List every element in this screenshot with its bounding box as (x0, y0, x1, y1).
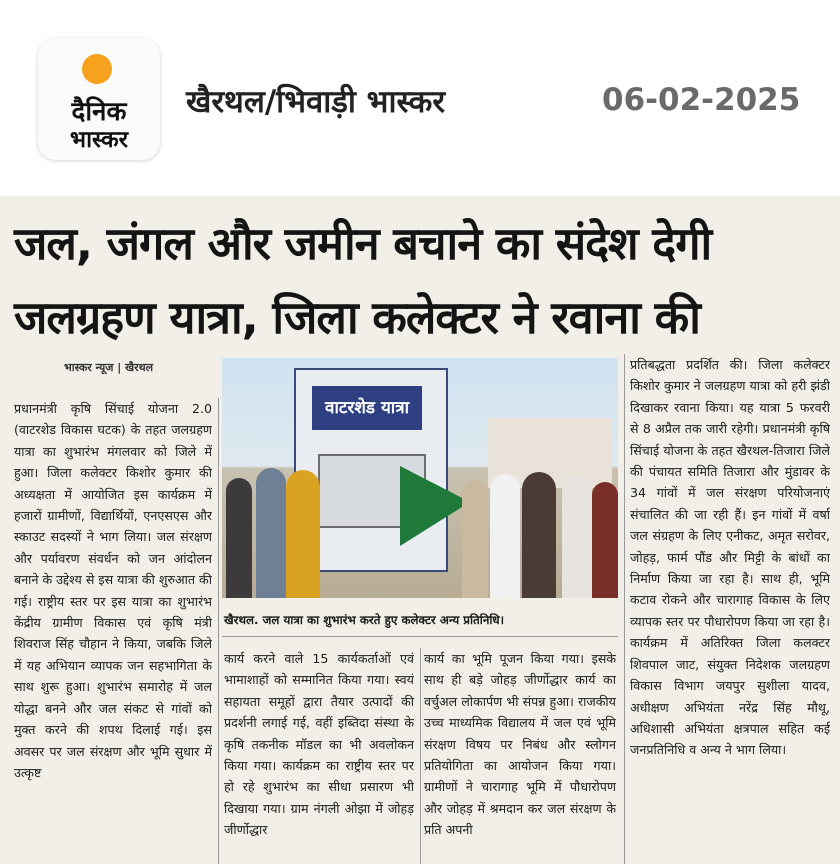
column-divider (218, 398, 219, 864)
green-flag-icon (400, 466, 470, 546)
person-figure (462, 480, 488, 598)
dainik-bhaskar-logo (38, 38, 160, 160)
byline: भास्कर न्यूज | खैरथल (64, 361, 154, 374)
column-divider (420, 648, 421, 864)
truck-banner: वाटरशेड यात्रा (312, 386, 422, 430)
person-figure (286, 470, 320, 598)
person-figure (226, 478, 252, 598)
person-figure (490, 474, 520, 598)
person-figure (522, 472, 556, 598)
headline-line-1: जल, जंगल और जमीन बचाने का संदेश देगी (14, 217, 712, 270)
person-figure (592, 482, 618, 598)
app-header (0, 0, 840, 196)
article-column-2: कार्य करने वाले 15 कार्यकर्ताओं एवं भामाशाहों को सम्मानित किया गया। स्वयं सहायता समूहों द्वारा तैयार उत्पादों की प्रदर्शनी लगाई गई, वहीं इब्तिदा संस्था के कृषि तकनीक मॉडल का भी अवलोकन किया गया। कार्यक्रम का राष्ट्रीय स्तर पर हो रहे शुभारंभ का सीधा प्रसारण भी दिखाया गया। ग्राम नंगली ओझा में जोहड़ जीर्णोद्धार (224, 651, 414, 838)
sun-logo-icon (82, 54, 112, 84)
edition-title: खैरथल/भिवाड़ी भास्कर (186, 84, 446, 120)
article-column-1: प्रधानमंत्री कृषि सिंचाई योजना 2.0 (वाटरशेड विकास घटक) के तहत जलग्रहण यात्रा का शुभारंभ मंगलवार को जिले में हुआ। जिला कलेक्टर किशोर कुमार की अध्यक्षता में आयोजित इस कार्यक्रम में हजारों ग्रामीणों, विद्यार्थियों, एनएसएस और स्काउट सदस्यों ने भाग लिया। जल संरक्षण और पर्यावरण संवर्धन को जन आंदोलन बनाने के उद्देश्य से इस यात्रा की शुरुआत की गई। राष्ट्रीय स्तर पर इस यात्रा का शुभारंभ केंद्रीय ग्रामीण विकास एवं कृषि मंत्री शिवराज सिंह चौहान ने किया, जबकि जिले में यह अभियान व्यापक जन सहभागिता के साथ शुरू हुआ। शुभारंभ समारोह में जल योद्धा बनने और जल संकट से गांवों को मुक्त करने की शपथ दिलाई गई। इस अवसर पर जल संरक्षण और भूमि सुधार में उत्कृष्ट (14, 401, 212, 780)
article-column-4: प्रतिबद्धता प्रदर्शित की। जिला कलेक्टर किशोर कुमार ने जलग्रहण यात्रा को हरी झंडी दिखाकर रवाना किया। यह यात्रा 5 फरवरी से 8 अप्रैल तक जारी रहेगी। प्रधानमंत्री कृषि सिंचाई योजना के तहत खैरथल-तिजारा जिले की पंचायत समिति तिजारा और मुंडावर के 34 गांवों में जल संरक्षण परियोजनाएं संचालित की जा रही हैं। इन गांवों में वर्षा जल संग्रहण के लिए एनीकट, अमृत सरोवर, जोहड़, फार्म पौंड और मिट्टी के बांधों का निर्माण किया जा रहा है। साथ ही, भूमि कटाव रोकने और चारागाह विकास के लिए व्यापक स्तर पर पौधारोपण किया जा रहा है। कार्यक्रम में अतिरिक्त जिला कलक्टर शिवपाल जाट, संयुक्त निदेशक जलग्रहण विकास विभाग जयपुर सुशीला यादव, अधीक्षण अभियंता नरेंद्र सिंह मौथू, अधिशासी अभियंता क्षत्रपाल सहित कई जनप्रतिनिधि व अन्य ने भाग लिया। (630, 357, 830, 758)
person-figure (256, 468, 286, 598)
caption-divider (222, 636, 618, 637)
person-figure (562, 476, 592, 598)
photo-caption: खैरथल. जल यात्रा का शुभारंभ करते हुए कलेक्टर अन्य प्रतिनिधि। (224, 613, 505, 627)
edition-date: 06-02-2025 (602, 82, 801, 118)
headline-line-2: जलग्रहण यात्रा, जिला कलेक्टर ने रवाना की (14, 291, 700, 344)
news-photo (222, 358, 618, 598)
column-divider (624, 354, 625, 864)
logo-text-line1: दैनिक (71, 97, 127, 127)
logo-text-line2: भास्कर (69, 127, 129, 153)
article-column-3: कार्य का भूमि पूजन किया गया। इसके साथ ही बड़े जोहड़ जीर्णोद्धार कार्य का वर्चुअल लोकार्पण भी संपन्न हुआ। राजकीय उच्च माध्यमिक विद्यालय में जल एवं भूमि संरक्षण विषय पर निबंध और स्लोगन प्रतियोगिता का आयोजन किया गया। ग्रामीणों ने चारागाह भूमि में पौधारोपण और जोहड़ में श्रमदान कर जल संरक्षण के प्रति अपनी (424, 651, 616, 838)
